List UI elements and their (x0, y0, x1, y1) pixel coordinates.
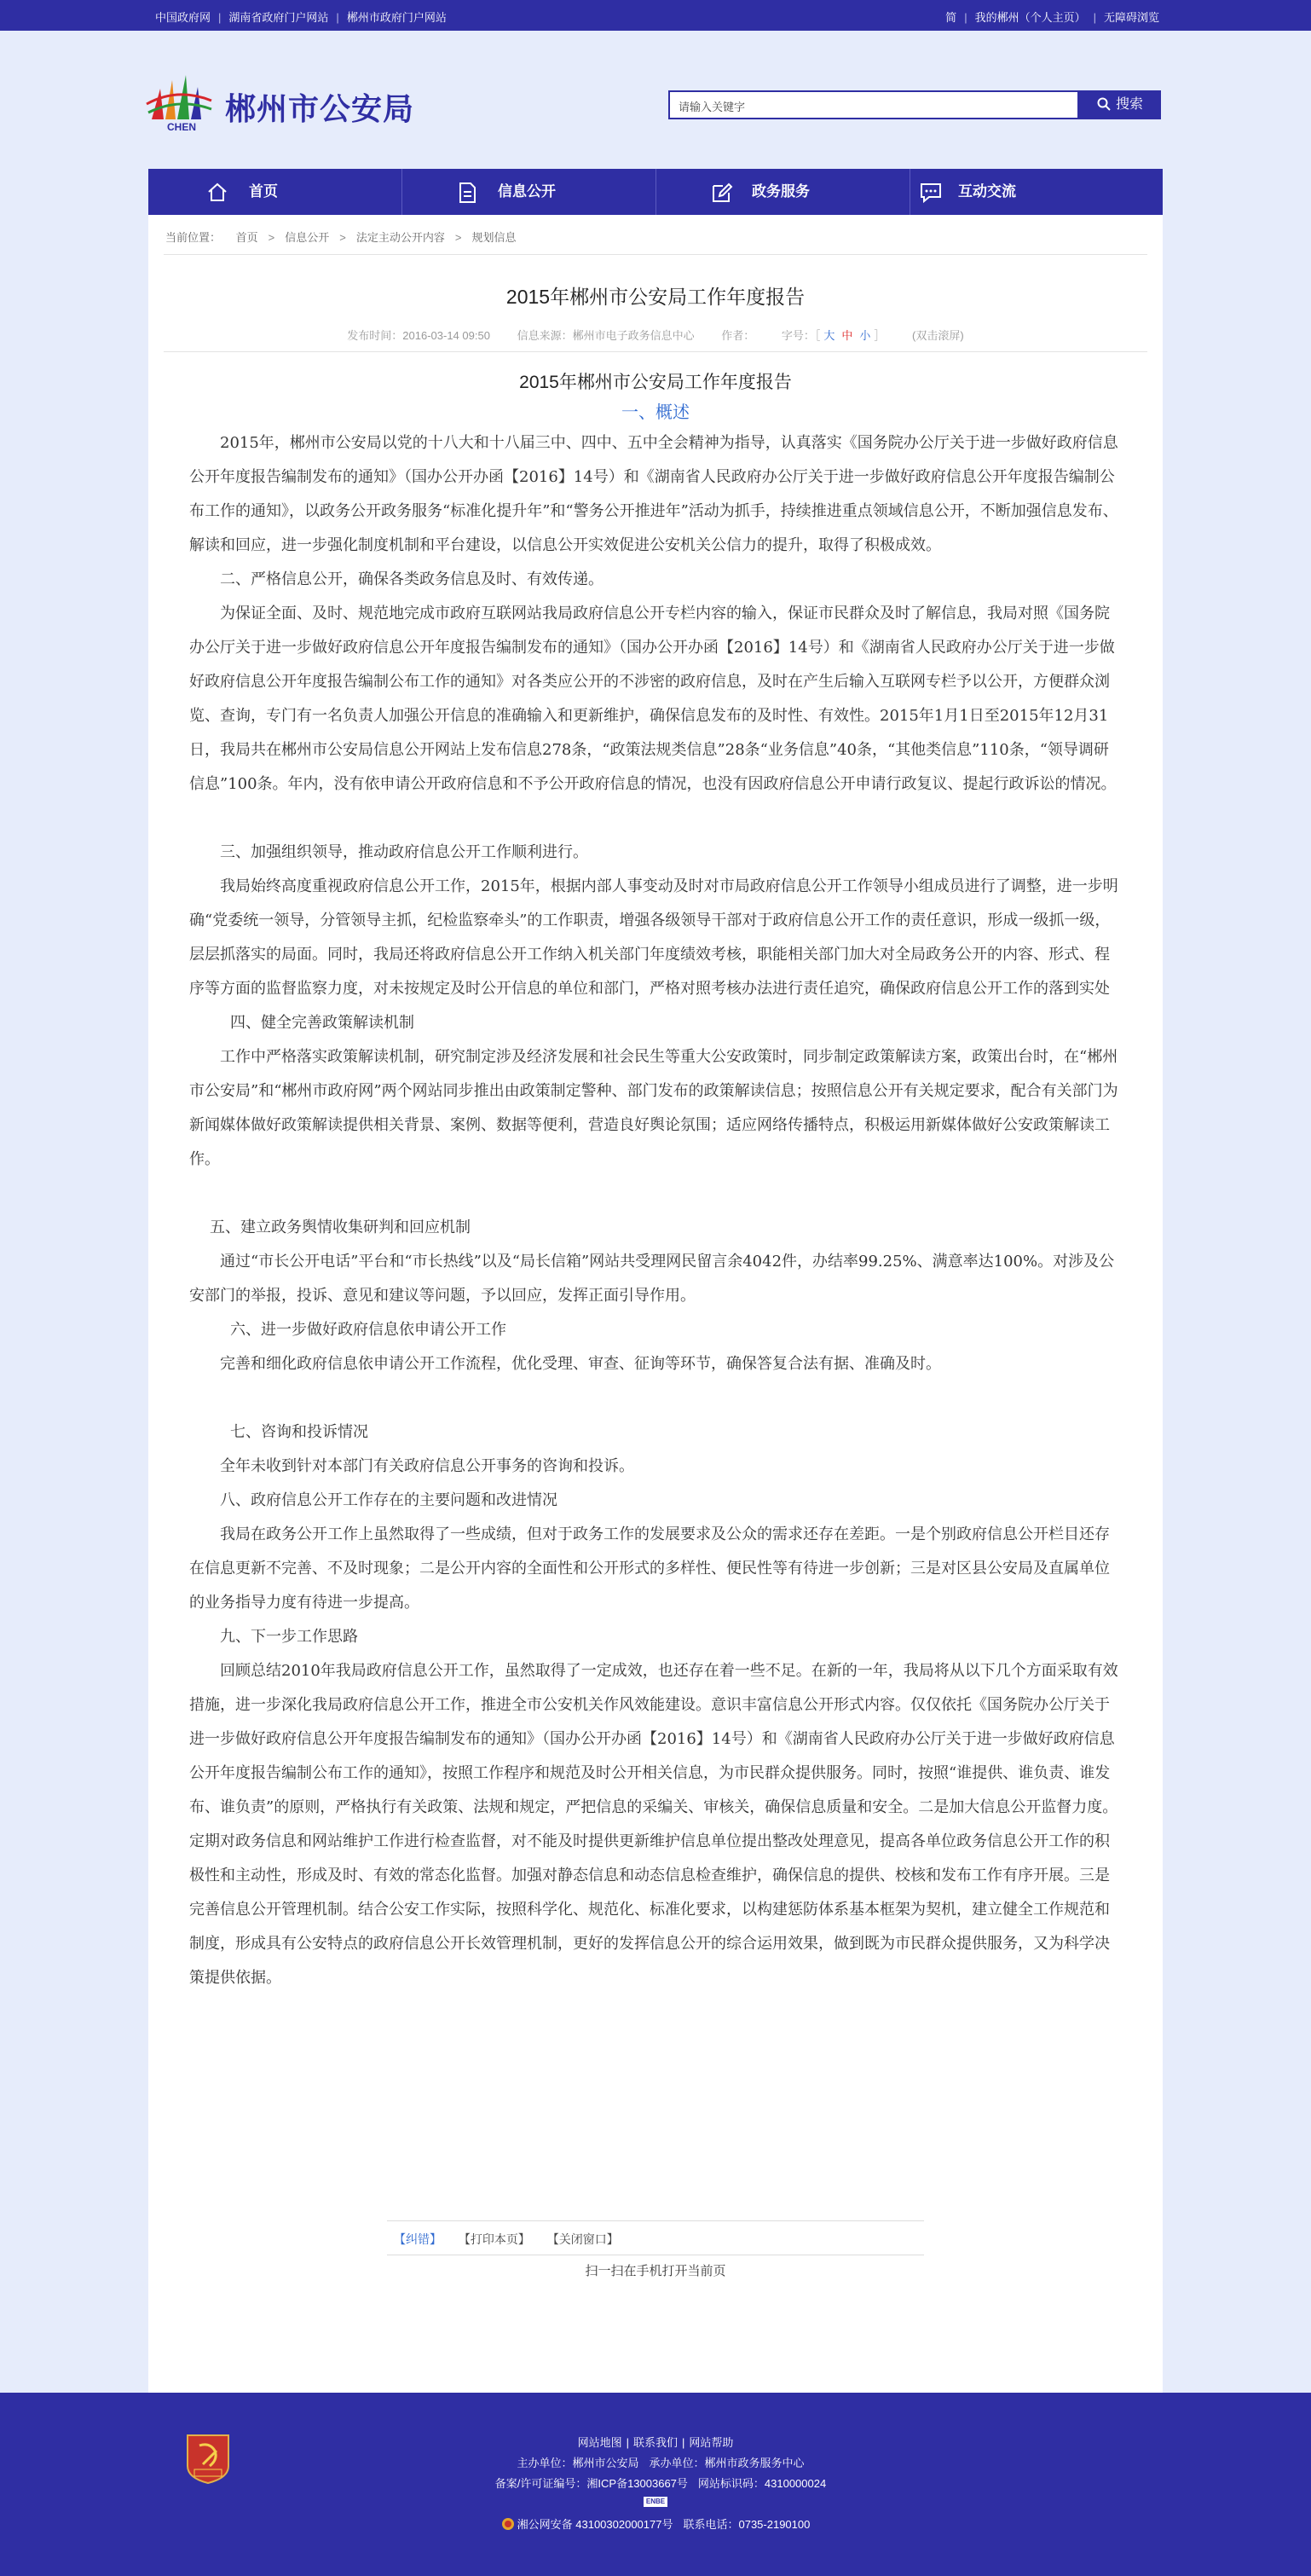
search-bar (668, 90, 1161, 119)
font-size-control (782, 329, 886, 342)
site-logo[interactable] (143, 70, 424, 138)
link-my-chenzhou[interactable]: 我的郴州（个人主页） (974, 11, 1086, 24)
paragraph-7: 全年未收到针对本部门有关政府信息公开事务的咨询和投诉。 (220, 1457, 634, 1475)
link-hunan-gov[interactable]: 湖南省政府门户网站 (228, 11, 329, 24)
author: 作者： (721, 329, 755, 342)
top-bar (0, 0, 1311, 31)
police-badge-icon (501, 2517, 515, 2531)
nav-item-interact[interactable] (910, 169, 1163, 215)
logo-title: 郴州市公安局 (225, 92, 415, 127)
footer-badge-row (0, 2493, 1311, 2507)
close-window-link[interactable]: 【关闭窗口】 (546, 2232, 619, 2246)
top-links-right: 简 | 我的郴州（个人主页） | 无障碍浏览 (945, 11, 1159, 24)
top-links-left: 中国政府网 | 湖南省政府门户网站 | 郴州市政府门户网站 (155, 11, 447, 24)
footer (0, 2393, 1311, 2576)
link-chenzhou-gov[interactable]: 郴州市政府门户网站 (346, 11, 447, 24)
section-heading-6: 六、进一步做好政府信息依申请公开工作 (230, 1321, 506, 1339)
nav-label-info: 信息公开 (498, 183, 556, 200)
footer-undertake: 承办单位：郴州市政务服务中心 (649, 2457, 805, 2469)
article-body (189, 426, 1118, 1995)
search-icon (1097, 97, 1111, 111)
footer-orgs (0, 2454, 1311, 2470)
nav-label-interact: 互动交流 (958, 183, 1016, 200)
paragraph-6: 完善和细化政府信息依申请公开工作流程，优化受理、审查、征询等环节，确保答复合法有据、准确及时。 (220, 1355, 941, 1373)
section-heading-5: 五、建立政务舆情收集研判和回应机制 (210, 1219, 471, 1236)
breadcrumb-info[interactable]: 信息公开 (285, 231, 330, 244)
paragraph-5: 通过“市长公开电话”平台和“市长热线”以及“局长信箱”网站共受理网民留言余4042件，办结率99.25%、满意率达100%。对涉及公安部门的举报，投诉、意见和建议等问题，予以回应，发挥正面引导作用。 (189, 1253, 1115, 1305)
font-size-mid[interactable]: 中 (841, 329, 853, 342)
breadcrumb-plan[interactable]: 规划信息 (471, 231, 517, 244)
nav-item-info[interactable] (402, 169, 656, 215)
link-china-gov[interactable]: 中国政府网 (155, 11, 211, 24)
paragraph-9: 回顾总结2010年我局政府信息公开工作，虽然取得了一定成效，也还存在着一些不足。在新的一年，我局将从以下几个方面采取有效措施，进一步深化我局政府信息公开工作，推进全市公安机关作风效能建设。意识丰富信息公开形式内容。仅仅依托《国务院办公厅关于进一步做好政府信息公开年度报告编制发布的通知》（国办公开办函【2016】14号）和《湖南省人民政府办公厅关于进一步做好政府信息公开年度报告编制公布工作的通知》，按照工作程序和规范及时公开相关信息，为市民群众提供服务。同时，按照“谁提供、谁负责、谁发布、谁负责”的原则，严格执行有关政策、法规和规定，严把信息的采编关、审核关，确保信息质量和安全。二是加大信息公开监督力度。定期对政务信息和网站维护工作进行检查监督，对不能及时提供更新维护信息单位提出整改处理意见，提高各单位政务信息公开工作的积极性和主动性，形成及时、有效的常态化监督。加强对静态信息和动态信息检查维护，确保信息的提供、校核和发布工作有序开展。三是完善信息公开管理机制。结合公安工作实际，按照科学化、规范化、标准化要求，以构建惩防体系基本框架为契机，建立健全工作规范和制度，形成具有公安特点的政府信息公开长效管理机制，更好的发挥信息公开的综合运用效果，做到既为市民群众提供服务，又为科学决策提供依据。 (189, 1662, 1118, 1987)
section-heading-2: 二、严格信息公开，确保各类政务信息及时、有效传递。 (220, 570, 604, 588)
article-tools (387, 2231, 924, 2248)
breadcrumb-legal[interactable]: 法定主动公开内容 (355, 231, 445, 244)
gov-badge-icon[interactable]: ENBE (644, 2497, 667, 2507)
link-simplified[interactable]: 简 (945, 11, 957, 24)
paragraph-3: 我局始终高度重视政府信息公开工作，2015年，根据内部人事变动及时对市局政府信息公开工作领导小组成员进行了调整，进一步明确“党委统一领导，分管领导主抓，纪检监察牵头”的工作职责，增强各级领导干部对于政府信息公开工作的责任意识，形成一级抓一级，层层抓落实的局面。同时，我局还将政府信息公开工作纳入机关部门年度绩效考核，职能相关部门加大对全局政务公开的内容、形式、程序等方面的监督监察力度，对未按规定及时公开信息的单位和部门，严格对照考核办法进行责任追究，确保政府信息公开工作的落到实处 (189, 877, 1118, 998)
footer-link-contact[interactable]: 联系我们 (632, 2436, 678, 2449)
nav-item-home[interactable] (148, 169, 401, 215)
home-icon (206, 182, 228, 202)
article-subtitle: 2015年郴州市公安局工作年度报告 (519, 373, 792, 392)
nav-item-service[interactable] (656, 169, 910, 215)
paragraph-8: 我局在政务公开工作上虽然取得了一些成绩，但对于政务工作的发展要求及公众的需求还存在差距。一是个别政府信息公开栏目还存在信息更新不完善、不及时现象；二是公开内容的全面性和公开形式的多样性、便民性等有待进一步创新；三是对区县公安局及直属单位的业务指导力度有待进一步提高。 (189, 1525, 1110, 1612)
footer-host: 主办单位：郴州市公安局 (517, 2457, 639, 2469)
info-source: 信息来源：郴州市电子政务信息中心 (517, 329, 695, 342)
footer-police (0, 2515, 1311, 2532)
link-accessibility[interactable]: 无障碍浏览 (1103, 11, 1159, 24)
section-heading-9: 九、下一步工作思路 (220, 1628, 358, 1646)
main-nav (148, 169, 1163, 215)
breadcrumb-prefix: 当前位置： (165, 231, 222, 244)
footer-link-help[interactable]: 网站帮助 (689, 2436, 734, 2449)
breadcrumb: 当前位置： 首页 > 信息公开 > 法定主动公开内容 > 规划信息 (165, 231, 517, 244)
nav-label-home: 首页 (249, 183, 278, 200)
logo-en: CHEN (167, 121, 197, 133)
font-size-big[interactable]: 大 (823, 329, 835, 342)
document-icon (457, 182, 477, 204)
search-input[interactable]: 请输入关键字 (668, 90, 1079, 119)
section-heading-1: 一、概述 (621, 403, 690, 422)
qr-scan-text: 扫一扫在手机打开当前页 (585, 2264, 726, 2278)
footer-icp (0, 2475, 1311, 2491)
section-heading-4: 四、健全完善政策解读机制 (230, 1014, 414, 1032)
article-meta (148, 327, 1163, 343)
double-click-scroll: (双击滚屏) (912, 329, 964, 342)
content-panel (148, 215, 1163, 2393)
section-heading-7: 七、咨询和投诉情况 (230, 1423, 368, 1441)
print-link[interactable]: 【打印本页】 (458, 2232, 530, 2246)
footer-police-number[interactable]: 湘公网安备 43100302000177号 (517, 2518, 673, 2531)
search-button-label: 搜索 (1115, 97, 1143, 112)
divider (164, 254, 1147, 255)
paragraph-1: 2015年，郴州市公安局以党的十八大和十八届三中、四中、五中全会精神为指导，认真落实《国务院办公厅关于进一步做好政府信息公开年度报告编制发布的通知》（国办公开办函【2016】14号）和《湖南省人民政府办公厅关于进一步做好政府信息公开年度报告编制公布工作的通知》，以政务公开政务服务“标准化提升年”和“警务公开推进年”活动为抓手，持续推进重点领域信息公开，不断加强信息发布、解读和回应，进一步强化制度机制和平台建设，以信息公开实效促进公安机关公信力的提升，取得了积极成效。 (189, 434, 1118, 554)
section-heading-3: 三、加强组织领导，推动政府信息公开工作顺利进行。 (220, 843, 588, 861)
paragraph-4: 工作中严格落实政策解读机制，研究制定涉及经济发展和社会民生等重大公安政策时，同步制定政策解读方案，政策出台时，在“郴州市公安局”和“郴州市政府网”两个网站同步推出由政策制定警种、部门发布的政策解读信息；按照信息公开有关规定要求，配合有关部门为新闻媒体做好政策解读提供相关背景、案例、数据等便利，营造良好舆论氛围；适应网络传播特点，积极运用新媒体做好公安政策解读工作。 (189, 1048, 1118, 1168)
font-size-label: 字号：［ (781, 329, 821, 342)
paragraph-2: 为保证全面、及时、规范地完成市政府互联网站我局政府信息公开专栏内容的输入，保证市民群众及时了解信息，我局对照《国务院办公厅关于进一步做好政府信息公开年度报告编制发布的通知》（国办公开办函【2016】14号）和《湖南省人民政府办公厅关于进一步做好政府信息公开年度报告编制公布工作的通知》对各类应公开的不涉密的政府信息，及时在产生后输入互联网专栏予以公开，方便群众浏览、查询，专门有一名负责人加强公开信息的准确输入和更新维护，确保信息发布的及时性、有效性。2015年1月1日至2015年12月31日，我局共在郴州市公安局信息公开网站上发布信息278条，“政策法规类信息”28条“业务信息”40条，“其他类信息”110条，“领导调研信息”100条。年内，没有依申请公开政府信息和不予公开政府信息的情况，也没有因政府信息公开申请行政复议、提起行政诉讼的情况。 (189, 605, 1117, 793)
publish-time: 发布时间：2016-03-14 09:50 (347, 329, 490, 342)
font-size-small[interactable]: 小 (859, 329, 871, 342)
footer-icp-number[interactable]: 备案/许可证编号：湘ICP备13003667号 (494, 2477, 688, 2490)
search-button[interactable] (1079, 90, 1161, 119)
footer-phone: 联系电话：0735-2190100 (683, 2518, 811, 2531)
divider (387, 2220, 924, 2221)
edit-icon (711, 182, 733, 204)
font-size-end: ］ (874, 329, 886, 342)
breadcrumb-home[interactable]: 首页 (235, 231, 258, 244)
article-title: 2015年郴州市公安局工作年度报告 (505, 286, 806, 308)
nav-label-service: 政务服务 (752, 183, 810, 200)
divider (164, 351, 1147, 352)
footer-site-id: 网站标识码：4310000024 (697, 2477, 827, 2490)
section-heading-8: 八、政府信息公开工作存在的主要问题和改进情况 (220, 1491, 557, 1509)
chat-icon (919, 182, 943, 204)
footer-links: 网站地图 | 联系我们 | 网站帮助 (577, 2436, 734, 2449)
error-report-link[interactable]: 【纠错】 (394, 2232, 442, 2246)
footer-link-sitemap[interactable]: 网站地图 (577, 2436, 622, 2449)
